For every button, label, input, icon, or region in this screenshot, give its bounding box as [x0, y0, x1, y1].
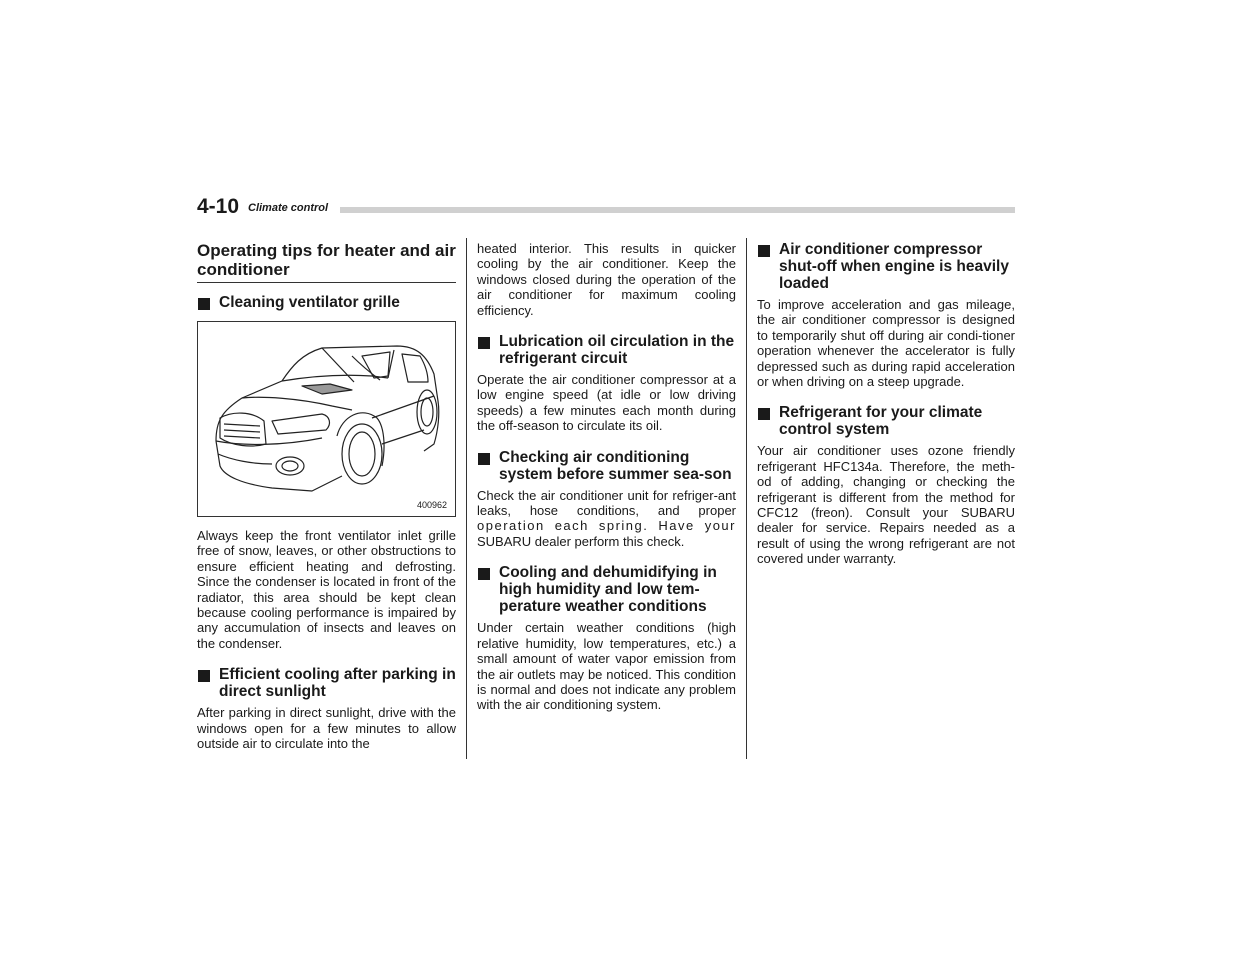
square-bullet-icon [758, 245, 770, 257]
subheading-cleaning: Cleaning ventilator grille [197, 294, 456, 311]
page-number: 4-10 [197, 195, 240, 218]
column-3 [757, 241, 1015, 567]
subheading-checking: Checking air conditioning system before summer sea-son [477, 449, 736, 483]
subheading-efficient-cooling: Efficient cooling after parking in direct sunlight [197, 666, 456, 700]
subheading-lubrication: Lubrication oil circulation in the refrigerant circuit [477, 333, 736, 367]
section-heading: Operating tips for heater and air conditioner [197, 241, 456, 283]
car-illustration [197, 321, 456, 517]
paragraph-cooling-dehumidifying: Under certain weather conditions (high relative humidity, low temperatures, etc.) a small amount of water vapor emission from the air outlets may be noticed. This condition is normal and does not indicate any problem with the air conditioning system. [477, 620, 736, 713]
paragraph-refrigerant: Your air conditioner uses ozone friendly refrigerant HFC134a. Therefore, the meth-od of adding, changing or checking the refrigerant is different from the method for CFC12 (freon). Consult your SUBARU dealer for service. Repairs needed as a result of using the wrong refrigerant are not covered under warranty. [757, 443, 1015, 567]
subheading-refrigerant: Refrigerant for your climate control system [757, 404, 1015, 438]
section-title: Climate control [248, 202, 329, 214]
car-drawing-icon [202, 326, 452, 512]
column-divider [466, 238, 467, 759]
square-bullet-icon [758, 408, 770, 420]
paragraph-lubrication: Operate the air conditioner compressor at a low engine speed (at idle or low driving speeds) a few minutes each month during the off-season to circulate its oil. [477, 372, 736, 434]
paragraph-efficient-cooling: After parking in direct sunlight, drive with the windows open for a few minutes to allow outside air to circulate into the [197, 705, 456, 752]
column-2 [477, 241, 736, 713]
subheading-cooling-dehumidifying: Cooling and dehumidifying in high humidity and low tem-perature weather conditions [477, 564, 736, 615]
square-bullet-icon [478, 337, 490, 349]
paragraph-compressor: To improve acceleration and gas mileage, the air conditioner compressor is designed to temporarily shut off during air condi-tioner operation whenever the accelerator is fully depressed such as during rapid acceleration or when driving on a steep upgrade. [757, 297, 1015, 390]
square-bullet-icon [478, 568, 490, 580]
figure-id: 400962 [416, 500, 447, 510]
square-bullet-icon [478, 453, 490, 465]
header-rule [340, 207, 1015, 213]
subheading-compressor: Air conditioner compressor shut-off when engine is heavily loaded [757, 241, 1015, 292]
paragraph-continued: heated interior. This results in quicker cooling by the air conditioner. Keep the windows closed during the operation of the air conditioner for maximum cooling efficiency. [477, 241, 736, 318]
paragraph-cleaning: Always keep the front ventilator inlet grille free of snow, leaves, or other obstructions to ensure efficient heating and defrosting. Since the condenser is located in front of the radiator, this area should be kept clean because cooling performance is impaired by any accumulation of insects and leaves on the condenser. [197, 528, 456, 651]
square-bullet-icon [198, 298, 210, 310]
column-divider [746, 238, 747, 759]
paragraph-checking: Check the air conditioner unit for refriger-ant leaks, hose conditions, and proper operation each spring. Have your SUBARU dealer perform this check. [477, 487, 736, 549]
square-bullet-icon [198, 670, 210, 682]
column-1 [197, 238, 456, 751]
